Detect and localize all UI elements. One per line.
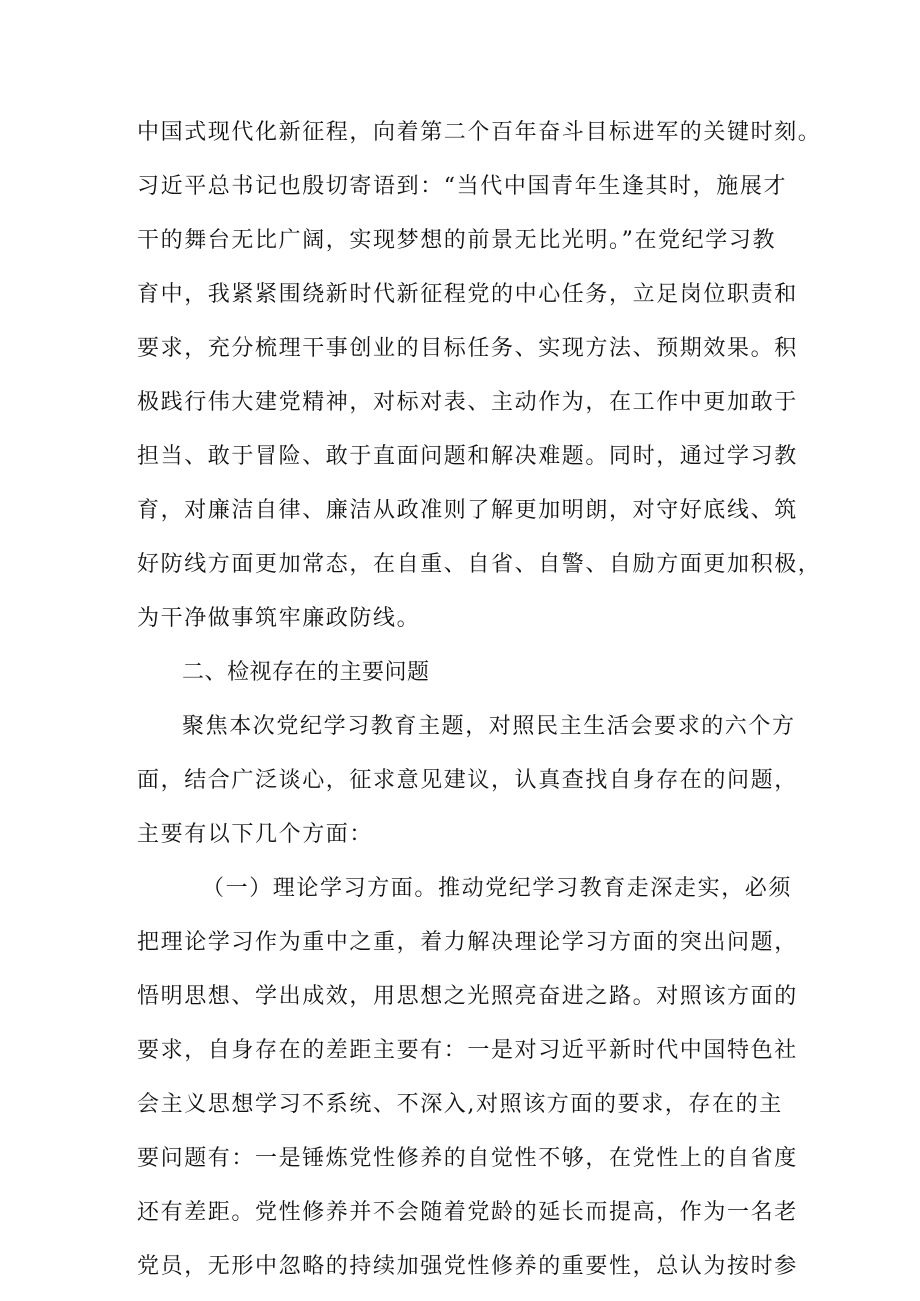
paragraph-line: 好防线方面更加常态，在自重、自省、自警、自励方面更加积极，	[137, 552, 822, 577]
paragraph-line: 中国式现代化新征程，向着第二个百年奋斗目标进军的关键时刻。	[137, 120, 822, 145]
paragraph-line: 育中，我紧紧围绕新时代新征程党的中心任务，立足岗位职责和	[137, 282, 798, 307]
paragraph-line: 会主义思想学习不系统、不深入,对照该方面的要求，存在的主	[137, 1092, 783, 1117]
paragraph-line: 党员，无形中忽略的持续加强党性修养的重要性，总认为按时参	[137, 1254, 798, 1279]
paragraph-line: 担当、敢于冒险、敢于直面问题和解决难题。同时，通过学习教	[137, 444, 798, 469]
paragraph-line: 还有差距。党性修养并不会随着党龄的延长而提高，作为一名老	[137, 1200, 798, 1225]
paragraph-line: 极践行伟大建党精神，对标对表、主动作为，在工作中更加敢于	[137, 390, 798, 415]
paragraph-line: 要求，自身存在的差距主要有：一是对习近平新时代中国特色社	[137, 1038, 798, 1063]
paragraph-line: 要求，充分梳理干事创业的目标任务、实现方法、预期效果。积	[137, 336, 798, 361]
paragraph-line: 聚焦本次党纪学习教育主题，对照民主生活会要求的六个方	[182, 714, 796, 739]
paragraph-line: 习近平总书记也殷切寄语到：“当代中国青年生逢其时，施展才	[137, 174, 788, 199]
document-body	[137, 106, 822, 1294]
paragraph-line: 干的舞台无比广阔，实现梦想的前景无比光明。”在党纪学习教	[137, 228, 777, 253]
paragraph-line: 为干净做事筑牢廉政防线。	[137, 606, 421, 631]
paragraph-line: 育，对廉洁自律、廉洁从政准则了解更加明朗，对守好底线、筑	[137, 498, 798, 523]
paragraph-line: 把理论学习作为重中之重，着力解决理论学习方面的突出问题，	[137, 930, 798, 955]
paragraph-line: 悟明思想、学出成效，用思想之光照亮奋进之路。对照该方面的	[137, 984, 798, 1009]
paragraph-line: 主要有以下几个方面：	[137, 822, 374, 847]
paragraph-line: 面，结合广泛谈心，征求意见建议，认真查找自身存在的问题，	[137, 768, 798, 793]
paragraph-line: 要问题有：一是锤炼党性修养的自觉性不够，在党性上的自省度	[137, 1146, 798, 1171]
section-heading: 二、检视存在的主要问题	[182, 660, 430, 685]
paragraph-line: （一）理论学习方面。推动党纪学习教育走深走实，必须	[202, 876, 793, 901]
